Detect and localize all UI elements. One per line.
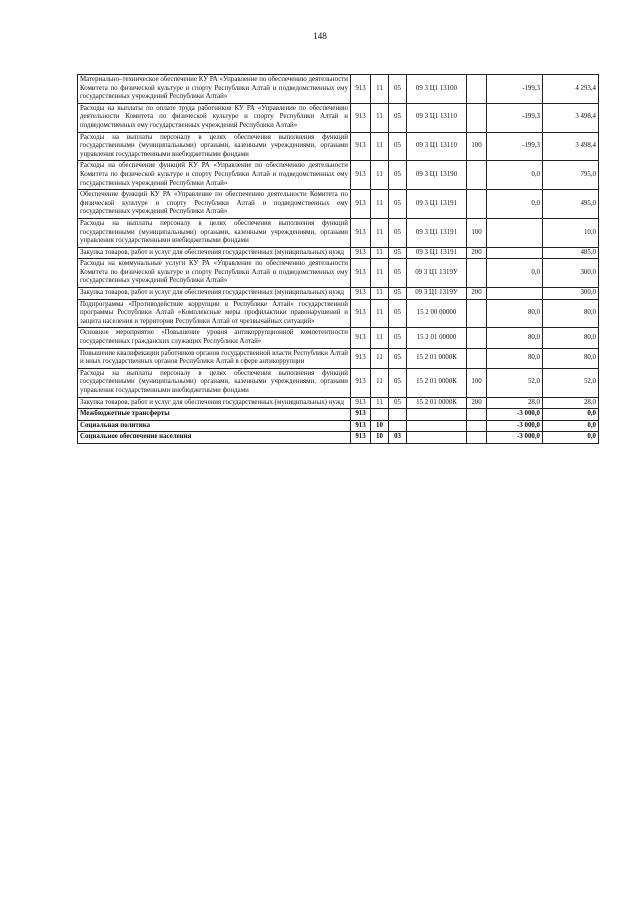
amount-change-cell: 80,0	[487, 299, 543, 328]
amount-change-cell	[487, 218, 543, 247]
section-code-cell: 11	[371, 75, 389, 104]
amount-change-cell: 80,0	[487, 348, 543, 368]
amount-total-cell: 0,0	[543, 432, 599, 444]
expense-type-cell: 100	[467, 132, 487, 161]
table-row	[78, 348, 599, 368]
grbs-code-cell: 913	[351, 420, 371, 432]
amount-total-cell: 3 498,4	[543, 103, 599, 132]
subsection-code-cell: 05	[389, 103, 407, 132]
amount-change-cell: -3 000,0	[487, 420, 543, 432]
expense-name-cell: Межбюджетные трансферты	[78, 409, 351, 421]
amount-change-cell: 0,0	[487, 161, 543, 190]
table-row	[78, 328, 599, 348]
target-article-cell: 15 2 01 0000К	[407, 397, 467, 409]
amount-total-cell: 300,0	[543, 288, 599, 300]
expense-name-cell: Расходы на обеспечение функций КУ РА «Управление по обеспечению деятельности Комитета по физической культуре и спорту Республики Алтай и подведомственных ему государственных учреждений Республики Алтай»	[78, 161, 351, 190]
expense-type-cell: 200	[467, 397, 487, 409]
target-article-cell: 09 3 Ц1 13100	[407, 75, 467, 104]
amount-total-cell: 52,0	[543, 368, 599, 397]
budget-table	[77, 74, 599, 444]
grbs-code-cell: 913	[351, 328, 371, 348]
target-article-cell: 09 3 Ц1 13190	[407, 161, 467, 190]
grbs-code-cell: 913	[351, 161, 371, 190]
table-row	[78, 368, 599, 397]
section-code-cell: 11	[371, 259, 389, 288]
expense-type-cell	[467, 328, 487, 348]
amount-total-cell: 300,0	[543, 259, 599, 288]
table-row	[78, 420, 599, 432]
amount-change-cell: 28,0	[487, 397, 543, 409]
expense-type-cell	[467, 103, 487, 132]
subsection-code-cell: 05	[389, 247, 407, 259]
amount-change-cell: 0,0	[487, 190, 543, 219]
subsection-code-cell: 05	[389, 132, 407, 161]
subsection-code-cell	[389, 409, 407, 421]
table-row	[78, 397, 599, 409]
table-row	[78, 190, 599, 219]
subsection-code-cell: 05	[389, 190, 407, 219]
section-code-cell: 11	[371, 103, 389, 132]
table-row	[78, 432, 599, 444]
amount-total-cell: 0,0	[543, 420, 599, 432]
subsection-code-cell: 05	[389, 328, 407, 348]
target-article-cell: 09 3 Ц1 13110	[407, 103, 467, 132]
target-article-cell: 09 3 Ц1 13191	[407, 247, 467, 259]
target-article-cell: 09 3 Ц1 13191	[407, 218, 467, 247]
target-article-cell	[407, 432, 467, 444]
target-article-cell: 09 3 Ц1 1319У	[407, 259, 467, 288]
page-number: 148	[313, 31, 327, 41]
target-article-cell: 09 3 Ц1 13191	[407, 190, 467, 219]
subsection-code-cell: 05	[389, 75, 407, 104]
section-code-cell: 11	[371, 348, 389, 368]
amount-change-cell	[487, 288, 543, 300]
grbs-code-cell: 913	[351, 348, 371, 368]
amount-total-cell: 3 498,4	[543, 132, 599, 161]
section-code-cell: 11	[371, 190, 389, 219]
expense-name-cell: Подпрограмма «Противодействие коррупции в Республике Алтай» государственной программы Республики Алтай «Комплексные меры профилактики правонарушений и защита населения и территории Республики Алтай от чрезвычайных ситуаций»	[78, 299, 351, 328]
expense-name-cell: Повышение квалификации работников органов государственной власти Республики Алтай и иных государственных органов Республики Алтай в сфере антикоррупции	[78, 348, 351, 368]
grbs-code-cell: 913	[351, 432, 371, 444]
subsection-code-cell: 05	[389, 161, 407, 190]
amount-total-cell: 795,0	[543, 161, 599, 190]
expense-type-cell	[467, 348, 487, 368]
grbs-code-cell: 913	[351, 190, 371, 219]
amount-change-cell: 0,0	[487, 259, 543, 288]
grbs-code-cell: 913	[351, 247, 371, 259]
subsection-code-cell: 05	[389, 299, 407, 328]
section-code-cell: 11	[371, 132, 389, 161]
expense-type-cell	[467, 432, 487, 444]
amount-total-cell: 4 293,4	[543, 75, 599, 104]
subsection-code-cell: 03	[389, 432, 407, 444]
expense-type-cell	[467, 190, 487, 219]
target-article-cell: 15 2 01 0000К	[407, 368, 467, 397]
table-row	[78, 103, 599, 132]
subsection-code-cell: 05	[389, 288, 407, 300]
amount-total-cell: 10,0	[543, 218, 599, 247]
expense-name-cell: Основное мероприятие «Повышение уровня антикоррупционной компетентности государственных гражданских служащих Республики Алтай»	[78, 328, 351, 348]
target-article-cell: 15 2 00 00000	[407, 299, 467, 328]
amount-change-cell: -199,3	[487, 132, 543, 161]
grbs-code-cell: 913	[351, 288, 371, 300]
grbs-code-cell: 913	[351, 397, 371, 409]
subsection-code-cell: 05	[389, 348, 407, 368]
expense-type-cell: 200	[467, 288, 487, 300]
table-row	[78, 75, 599, 104]
expense-type-cell	[467, 409, 487, 421]
expense-type-cell: 100	[467, 218, 487, 247]
grbs-code-cell: 913	[351, 103, 371, 132]
amount-total-cell: 485,0	[543, 247, 599, 259]
section-code-cell: 11	[371, 299, 389, 328]
grbs-code-cell: 913	[351, 75, 371, 104]
amount-total-cell: 80,0	[543, 328, 599, 348]
table-row	[78, 247, 599, 259]
table-row	[78, 299, 599, 328]
amount-change-cell: 52,0	[487, 368, 543, 397]
expense-type-cell	[467, 299, 487, 328]
target-article-cell	[407, 409, 467, 421]
expense-name-cell: Расходы на выплаты персоналу в целях обеспечения выполнения функций государственными (муниципальными) органами, казенными учреждениями, органами управления государственными внебюджетными фондами	[78, 368, 351, 397]
expense-name-cell: Расходы на коммунальные услуги КУ РА «Управление по обеспечению деятельности Комитета по физической культуре и спорту Республики Алтай и подведомственных ему государственных учреждений Республики Алтай»	[78, 259, 351, 288]
expense-name-cell: Социальное обеспечение населения	[78, 432, 351, 444]
amount-change-cell: -199,3	[487, 103, 543, 132]
expense-type-cell: 100	[467, 368, 487, 397]
section-code-cell: 11	[371, 218, 389, 247]
section-code-cell	[371, 409, 389, 421]
target-article-cell: 15 2 01 0000К	[407, 348, 467, 368]
grbs-code-cell: 913	[351, 132, 371, 161]
grbs-code-cell: 913	[351, 299, 371, 328]
grbs-code-cell: 913	[351, 218, 371, 247]
expense-name-cell: Обеспечение функций КУ РА «Управление по обеспечению деятельности Комитета по физической культуре и спорту Республики Алтай и подведомственных ему государственных учреждений Республики Алтай»	[78, 190, 351, 219]
expense-name-cell: Материально–техническое обеспечение КУ РА «Управление по обеспечению деятельности Комитета по физической культуре и спорту Республики Алтай и подведомственных ему государственных учреждений Республики Алтай»	[78, 75, 351, 104]
section-code-cell: 11	[371, 247, 389, 259]
amount-total-cell: 28,0	[543, 397, 599, 409]
grbs-code-cell: 913	[351, 259, 371, 288]
amount-change-cell: -199,3	[487, 75, 543, 104]
table-row	[78, 132, 599, 161]
amount-change-cell	[487, 247, 543, 259]
expense-type-cell	[467, 259, 487, 288]
expense-name-cell: Закупка товаров, работ и услуг для обеспечения государственных (муниципальных) нужд	[78, 288, 351, 300]
subsection-code-cell: 05	[389, 397, 407, 409]
subsection-code-cell	[389, 420, 407, 432]
grbs-code-cell: 913	[351, 409, 371, 421]
expense-name-cell: Закупка товаров, работ и услуг для обеспечения государственных (муниципальных) нужд	[78, 397, 351, 409]
expense-name-cell: Расходы на выплаты персоналу в целях обеспечения выполнения функций государственными (муниципальными) органами, казенными учреждениями, органами управления государственными внебюджетными фондами	[78, 132, 351, 161]
table-row	[78, 288, 599, 300]
amount-total-cell: 0,0	[543, 409, 599, 421]
grbs-code-cell: 913	[351, 368, 371, 397]
subsection-code-cell: 05	[389, 218, 407, 247]
table-row	[78, 218, 599, 247]
table-row	[78, 409, 599, 421]
target-article-cell: 15 2 01 00000	[407, 328, 467, 348]
amount-total-cell: 80,0	[543, 348, 599, 368]
amount-change-cell: -3 000,0	[487, 409, 543, 421]
amount-change-cell: 80,0	[487, 328, 543, 348]
amount-total-cell: 80,0	[543, 299, 599, 328]
table-row	[78, 161, 599, 190]
expense-type-cell	[467, 420, 487, 432]
budget-table-body	[78, 75, 599, 444]
amount-change-cell: -3 000,0	[487, 432, 543, 444]
target-article-cell: 09 3 Ц1 13110	[407, 132, 467, 161]
subsection-code-cell: 05	[389, 259, 407, 288]
target-article-cell	[407, 420, 467, 432]
table-row	[78, 259, 599, 288]
subsection-code-cell: 05	[389, 368, 407, 397]
expense-type-cell	[467, 161, 487, 190]
section-code-cell: 11	[371, 161, 389, 190]
expense-name-cell: Закупка товаров, работ и услуг для обеспечения государственных (муниципальных) нужд	[78, 247, 351, 259]
section-code-cell: 11	[371, 288, 389, 300]
section-code-cell: 11	[371, 328, 389, 348]
expense-name-cell: Расходы на выплаты по оплате труда работников КУ РА «Управление по обеспечению деятельности Комитета по физической культуре и спорту Республики Алтай и подведомственных ему государственных учреждений Республики Алтай»	[78, 103, 351, 132]
expense-type-cell	[467, 75, 487, 104]
amount-total-cell: 495,0	[543, 190, 599, 219]
expense-name-cell: Расходы на выплаты персоналу в целях обеспечения выполнения функций государственными (муниципальными) органами, казенными учреждениями, органами управления государственными внебюджетными фондами	[78, 218, 351, 247]
section-code-cell: 11	[371, 397, 389, 409]
target-article-cell: 09 3 Ц1 1319У	[407, 288, 467, 300]
section-code-cell: 10	[371, 432, 389, 444]
expense-type-cell: 200	[467, 247, 487, 259]
section-code-cell: 11	[371, 368, 389, 397]
section-code-cell: 10	[371, 420, 389, 432]
expense-name-cell: Социальная политика	[78, 420, 351, 432]
